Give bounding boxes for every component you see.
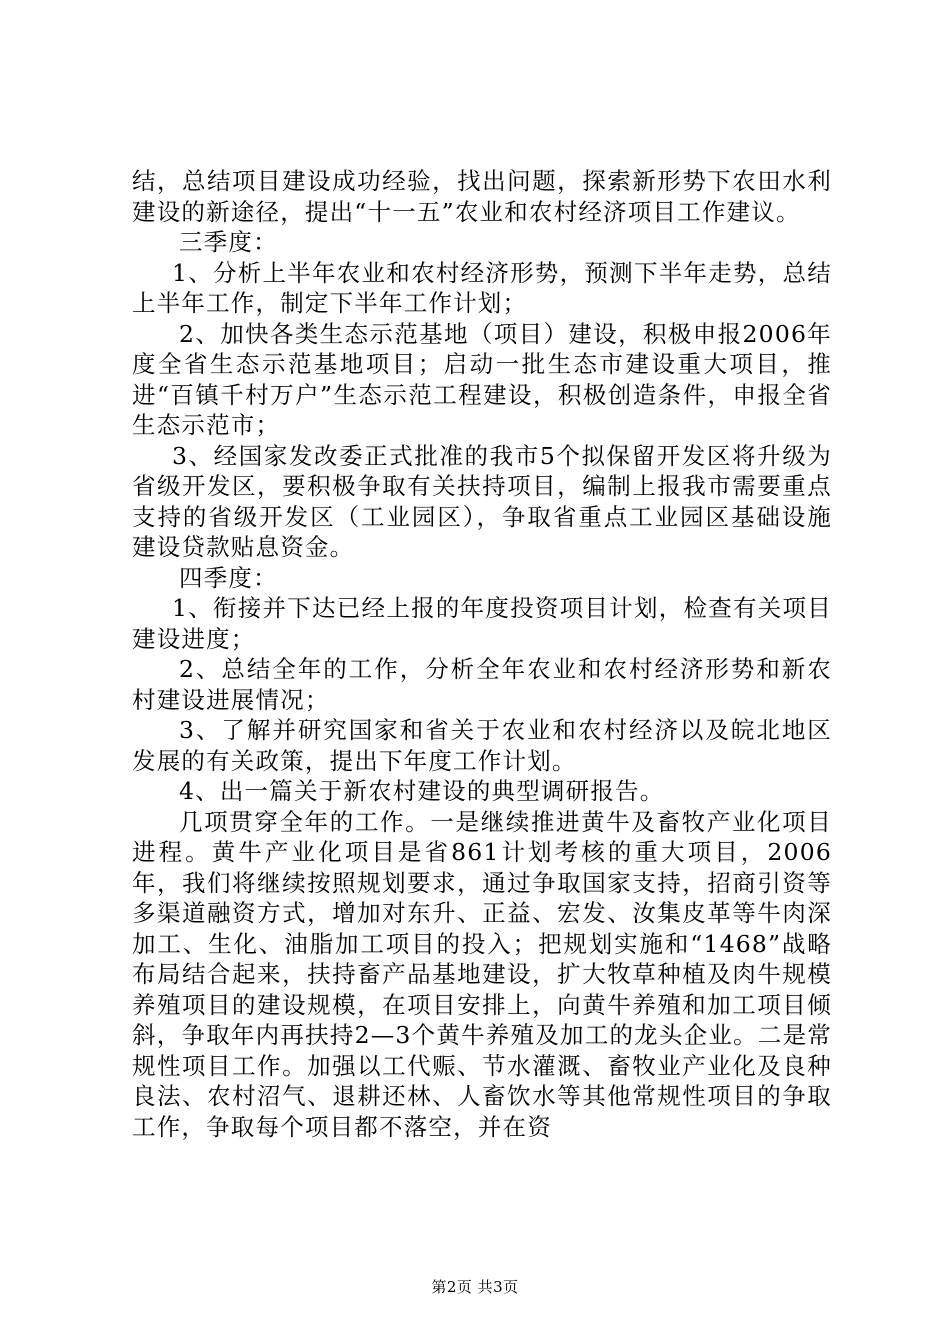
paragraph-7: 1、衔接并下达已经上报的年度投资项目计划，检查有关项目建设进度； <box>132 594 832 653</box>
paragraph-8: 2、总结全年的工作，分析全年农业和农村经济形势和新农村建设进展情况； <box>132 655 832 714</box>
paragraph-2: 三季度： <box>179 228 278 256</box>
page-number: 第2页 共3页 <box>431 1278 519 1296</box>
paragraph-5: 3、经国家发改委正式批准的我市5个拟保留开发区将升级为省级开发区，要积极争取有关扶持项目，编制上报我市需要重点支持的省级开发区（工业园区），争取省重点工业园区基础设施建设贷款贴息资金。 <box>132 441 832 561</box>
page-footer <box>0 1276 950 1297</box>
paragraph-6: 四季度： <box>179 563 278 592</box>
paragraph-10: 4、出一篇关于新农村建设的典型调研报告。 <box>179 777 665 805</box>
paragraph-11: 几项贯穿全年的工作。一是继续推进黄牛及畜牧产业化项目进程。黄牛产业化项目是省861计划考核的重大项目，2006年，我们将继续按照规划要求，通过争取国家支持，招商引资等多渠道融资方式，增加对东升、正益、宏发、汝集皮革等牛肉深加工、生化、油脂加工项目的投入；把规划实施和“1468”战略布局结合起来，扶持畜产品基地建设，扩大牧草种植及肉牛规模养殖项目的建设规模，在项目安排上，向黄牛养殖和加工项目倾斜，争取年内再扶持2—3个黄牛养殖及加工的龙头企业。二是常规性项目工作。加强以工代赈、节水灌溉、畜牧业产业化及良种良法、农村沼气、退耕还林、人畜饮水等其他常规性项目的争取工作，争取每个项目都不落空，并在资 <box>132 807 832 1141</box>
paragraph-3: 1、分析上半年农业和农村经济形势，预测下半年走势，总结上半年工作，制定下半年工作计划； <box>132 258 832 317</box>
document-body <box>132 166 832 1142</box>
paragraph-9: 3、了解并研究国家和省关于农业和农村经济以及皖北地区发展的有关政策，提出下年度工作计划。 <box>132 716 832 775</box>
paragraph-4: 2、加快各类生态示范基地（项目）建设，积极申报2006年度全省生态示范基地项目；启动一批生态市建设重大项目，推进“百镇千村万户”生态示范工程建设，积极创造条件，申报全省生态示范市； <box>132 319 832 439</box>
paragraph-1: 结，总结项目建设成功经验，找出问题，探索新形势下农田水利建设的新途径，提出“十一五”农业和农村经济项目工作建议。 <box>132 167 832 226</box>
